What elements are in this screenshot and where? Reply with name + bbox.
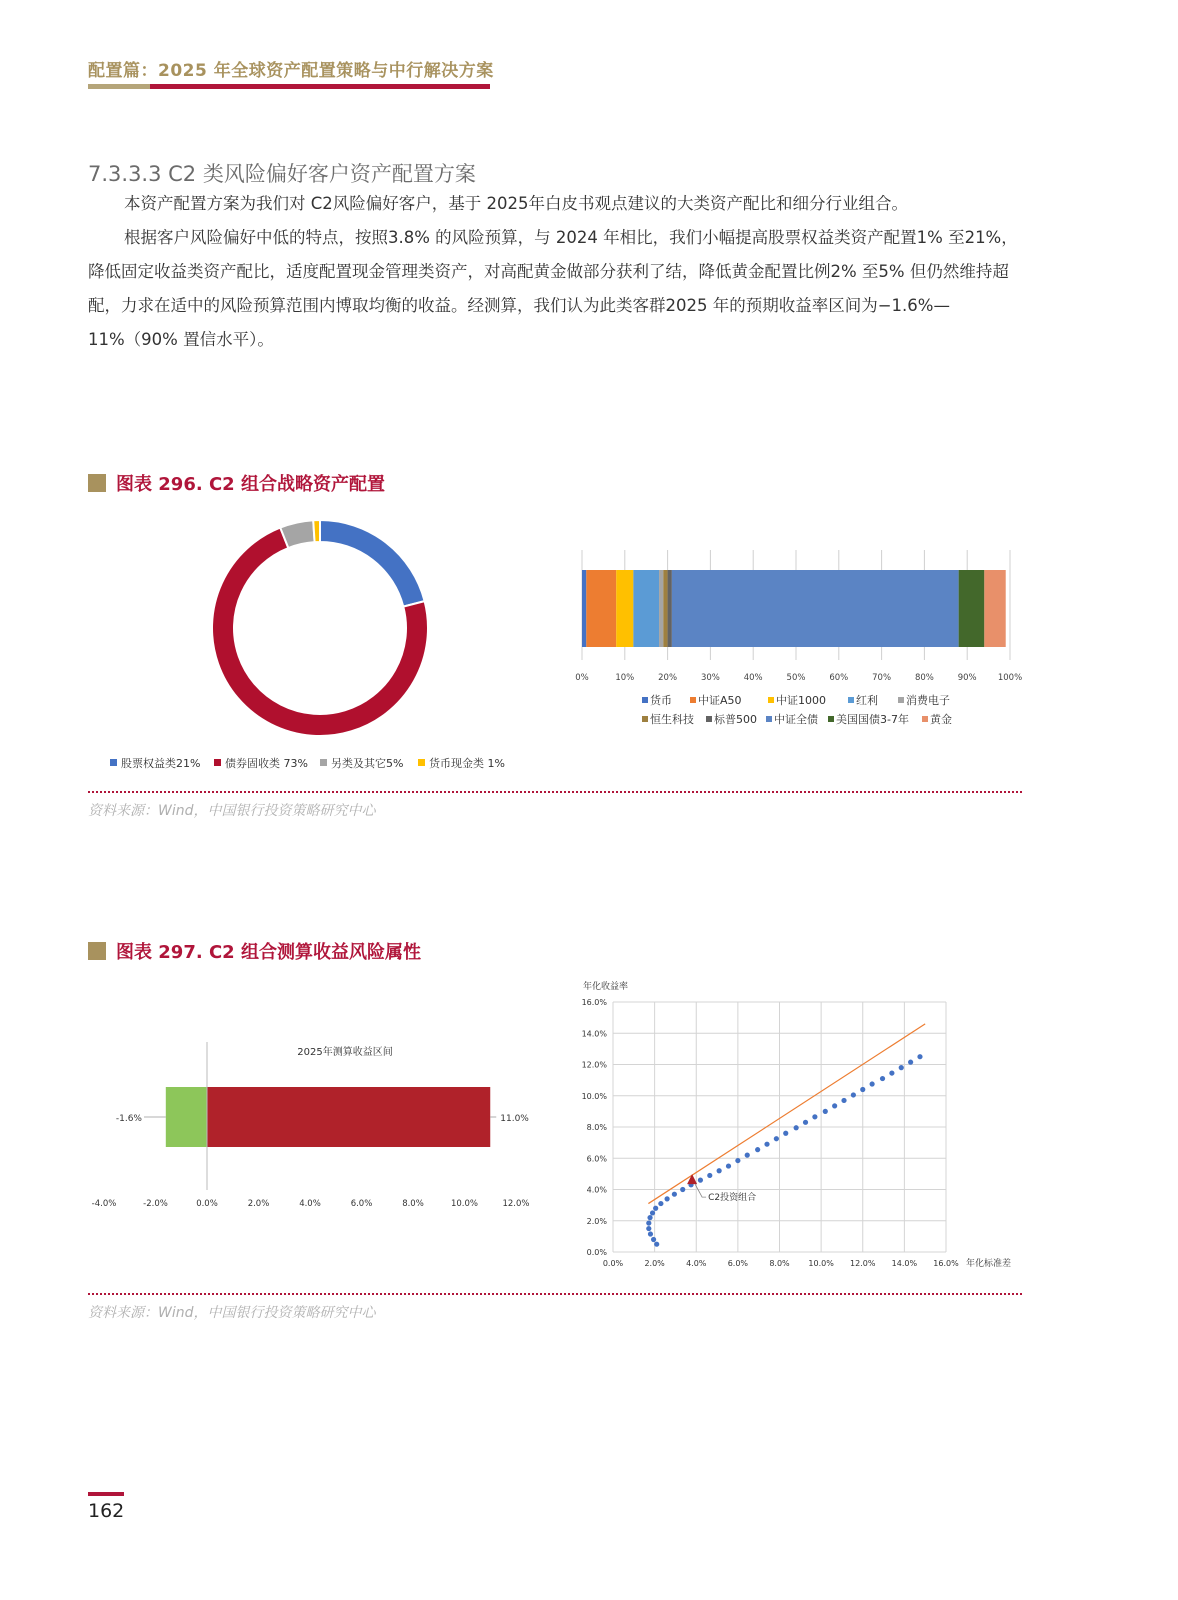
frontier-point <box>717 1168 722 1173</box>
frontier-point <box>647 1215 652 1220</box>
frontier-x-tick: 12.0% <box>850 1259 876 1268</box>
frontier-point <box>651 1237 656 1242</box>
stack-legend-swatch <box>642 697 648 703</box>
frontier-y-tick: 14.0% <box>581 1029 607 1039</box>
frontier-point <box>880 1076 885 1081</box>
frontier-y-tick: 12.0% <box>581 1060 607 1070</box>
section-heading: 7.3.3.3 C2 类风险偏好客户资产配置方案 <box>88 162 476 186</box>
frontier-point <box>755 1147 760 1152</box>
frontier-point <box>745 1153 750 1158</box>
donut-chart <box>200 510 440 750</box>
frontier-y-label: 年化收益率 <box>583 982 629 992</box>
stack-tick-label: 50% <box>786 673 806 683</box>
frontier-y-tick: 4.0% <box>586 1185 607 1195</box>
frontier-x-tick: 6.0% <box>727 1259 749 1268</box>
frontier-point <box>899 1065 904 1070</box>
frontier-point <box>841 1098 846 1103</box>
donut-legend-swatch <box>418 759 425 766</box>
frontier-x-tick: 0.0% <box>602 1259 624 1268</box>
donut-slices <box>212 520 428 736</box>
stack-legend-swatch <box>706 716 712 722</box>
c2-portfolio-marker <box>687 1174 697 1184</box>
stack-tick-label: 10% <box>615 673 635 683</box>
header-divider-red <box>150 84 490 89</box>
range-tick-label: -2.0% <box>143 1199 168 1209</box>
frontier-point <box>917 1054 922 1059</box>
frontier-point <box>803 1120 808 1125</box>
stack-tick-label: 80% <box>914 673 934 683</box>
donut-legend-label: 债券固收类 73% <box>225 757 308 770</box>
stack-legend-swatch <box>848 697 854 703</box>
figure-296-source: 资料来源：Wind，中国银行投资策略研究中心 <box>88 803 376 819</box>
stack-tick-label: 0% <box>575 673 589 683</box>
stack-segment-9 <box>984 570 1005 647</box>
source-divider-2 <box>88 1293 1022 1295</box>
stack-segment-3 <box>633 570 659 647</box>
frontier-point <box>654 1242 659 1247</box>
stack-legend-label: 黄金 <box>930 713 952 726</box>
stack-legend-label: 标普500 <box>714 713 757 726</box>
figure-297-title-text: 图表 297. C2 组合测算收益风险属性 <box>116 942 421 963</box>
stacked-bar-chart <box>560 545 1050 740</box>
frontier-point <box>646 1226 651 1231</box>
stack-legend-swatch <box>898 697 904 703</box>
stack-legend-label: 消费电子 <box>906 694 950 707</box>
stack-legend-label: 中证1000 <box>776 694 826 707</box>
range-tick-label: 4.0% <box>299 1199 321 1209</box>
frontier-point <box>851 1092 856 1097</box>
frontier-point <box>764 1142 769 1147</box>
header-divider-gold <box>88 84 150 89</box>
frontier-x-tick: 8.0% <box>769 1259 790 1268</box>
frontier-x-label: 年化标准差 <box>966 1259 1012 1269</box>
frontier-point <box>648 1231 653 1236</box>
stack-tick-label: 70% <box>872 673 892 683</box>
frontier-point <box>735 1158 740 1163</box>
stack-tick-label: 100% <box>997 673 1023 683</box>
donut-legend <box>100 752 540 774</box>
stack-segment-4 <box>659 570 663 647</box>
stack-legend-swatch <box>690 697 696 703</box>
frontier-y-tick: 0.0% <box>586 1248 607 1257</box>
donut-legend-label: 货币现金类 1% <box>429 757 505 770</box>
donut-slice-0 <box>320 520 425 607</box>
stack-legend-label: 恒生科技 <box>650 713 694 726</box>
source-divider-1 <box>88 791 1022 793</box>
donut-legend-swatch <box>214 759 221 766</box>
frontier-x-tick: 2.0% <box>644 1259 665 1268</box>
stack-legend-swatch <box>766 716 772 722</box>
frontier-point <box>650 1210 655 1215</box>
frontier-point <box>783 1131 788 1136</box>
frontier-y-tick: 6.0% <box>586 1154 607 1164</box>
frontier-point <box>665 1196 670 1201</box>
frontier-y-tick: 10.0% <box>581 1091 607 1101</box>
frontier-x-tick: 16.0% <box>933 1259 959 1268</box>
frontier-point <box>646 1220 651 1225</box>
paragraph-details: 根据客户风险偏好中低的特点，按照3.8% 的风险预算，与 2024 年相比，我们小幅提高股票权益类资产配置1% 至21%，降低固定收益类资产配比，适度配置现金管理类资产，对高配黄金做部分获利了结，降低黄金配置比例2% 至5% 但仍然维持超配，力求在适中的风险预算范围内博取均衡的收益。经测算，我们认为此类客群2025 年的预期收益率区间为−1.6%—11%（90% 置信水平）。 <box>88 228 1018 349</box>
stack-legend-label: 中证A50 <box>698 694 742 707</box>
donut-slice-3 <box>313 520 320 542</box>
frontier-tangent-line <box>648 1024 925 1204</box>
stack-segment-8 <box>959 570 985 647</box>
donut-legend-label: 股票权益类21% <box>121 757 201 770</box>
frontier-point <box>860 1087 865 1092</box>
c2-portfolio-label: C2投资组合 <box>708 1193 757 1204</box>
efficient-frontier-chart <box>560 975 1040 1275</box>
frontier-y-tick: 8.0% <box>586 1123 607 1132</box>
range-bar-positive <box>207 1087 490 1147</box>
frontier-y-tick: 2.0% <box>586 1216 607 1226</box>
stack-legend-swatch <box>922 716 928 722</box>
range-low-label: -1.6% <box>115 1114 142 1124</box>
frontier-point <box>672 1192 677 1197</box>
stack-segment-1 <box>586 570 616 647</box>
frontier-point <box>774 1136 779 1141</box>
donut-legend-swatch <box>320 759 327 766</box>
range-tick-label: 6.0% <box>350 1199 373 1209</box>
frontier-x-tick: 4.0% <box>686 1259 707 1268</box>
stack-legend-label: 中证全债 <box>774 713 818 726</box>
figure-marker-icon <box>88 474 106 492</box>
stack-legend-swatch <box>768 697 774 703</box>
range-high-label: 11.0% <box>500 1114 529 1124</box>
frontier-y-tick: 16.0% <box>581 998 607 1007</box>
stack-legend-swatch <box>642 716 648 722</box>
stack-tick-label: 20% <box>658 673 678 683</box>
frontier-point <box>653 1206 658 1211</box>
stack-segment-0 <box>582 570 586 647</box>
stack-tick-label: 40% <box>743 673 763 683</box>
donut-legend-label: 另类及其它5% <box>331 757 404 770</box>
stack-segment-5 <box>663 570 667 647</box>
stack-segment-2 <box>616 570 633 647</box>
frontier-point <box>832 1103 837 1108</box>
stack-tick-label: 90% <box>957 673 977 683</box>
range-tick-label: 12.0% <box>502 1199 530 1209</box>
frontier-x-tick: 10.0% <box>808 1259 834 1268</box>
frontier-point <box>812 1114 817 1119</box>
stack-legend-label: 货币 <box>650 694 672 707</box>
stack-legend-label: 红利 <box>856 694 878 707</box>
range-tick-label: 8.0% <box>402 1199 424 1209</box>
range-chart-title: 2025年测算收益区间 <box>297 1047 393 1058</box>
stack-legend-label: 美国国债3-7年 <box>836 713 909 726</box>
frontier-point <box>707 1173 712 1178</box>
frontier-point <box>698 1178 703 1183</box>
range-tick-label: -4.0% <box>91 1199 117 1209</box>
figure-marker-icon <box>88 942 106 960</box>
header-divider <box>88 84 490 89</box>
page-number: 162 <box>88 1500 125 1522</box>
stack-legend-swatch <box>828 716 834 722</box>
paragraph-intro: 本资产配置方案为我们对 C2风险偏好客户，基于 2025年白皮书观点建议的大类资产配比和细分行业组合。 <box>124 194 908 213</box>
frontier-point <box>889 1070 894 1075</box>
frontier-point <box>870 1081 875 1086</box>
stack-tick-label: 60% <box>829 673 849 683</box>
frontier-point <box>908 1060 913 1065</box>
range-bar-chart <box>80 1030 550 1230</box>
figure-296-title <box>88 470 385 496</box>
frontier-point <box>726 1163 731 1168</box>
figure-297-source: 资料来源：Wind，中国银行投资策略研究中心 <box>88 1305 376 1321</box>
frontier-point <box>680 1187 685 1192</box>
frontier-point <box>823 1109 828 1114</box>
donut-legend-swatch <box>110 759 117 766</box>
range-tick-label: 2.0% <box>247 1199 270 1209</box>
frontier-x-tick: 14.0% <box>891 1259 918 1268</box>
frontier-point <box>794 1125 799 1130</box>
frontier-point <box>658 1201 663 1206</box>
page-number-bar <box>88 1492 124 1496</box>
stack-segment-7 <box>672 570 959 647</box>
stack-tick-label: 30% <box>700 673 720 683</box>
figure-297-title <box>88 938 421 964</box>
header-title: 配置篇：2025 年全球资产配置策略与中行解决方案 <box>88 61 494 81</box>
figure-296-title-text: 图表 296. C2 组合战略资产配置 <box>116 474 385 495</box>
range-tick-label: 0.0% <box>196 1199 218 1209</box>
range-bar-negative <box>166 1087 207 1147</box>
stack-segment-6 <box>668 570 672 647</box>
range-tick-label: 10.0% <box>450 1199 479 1209</box>
